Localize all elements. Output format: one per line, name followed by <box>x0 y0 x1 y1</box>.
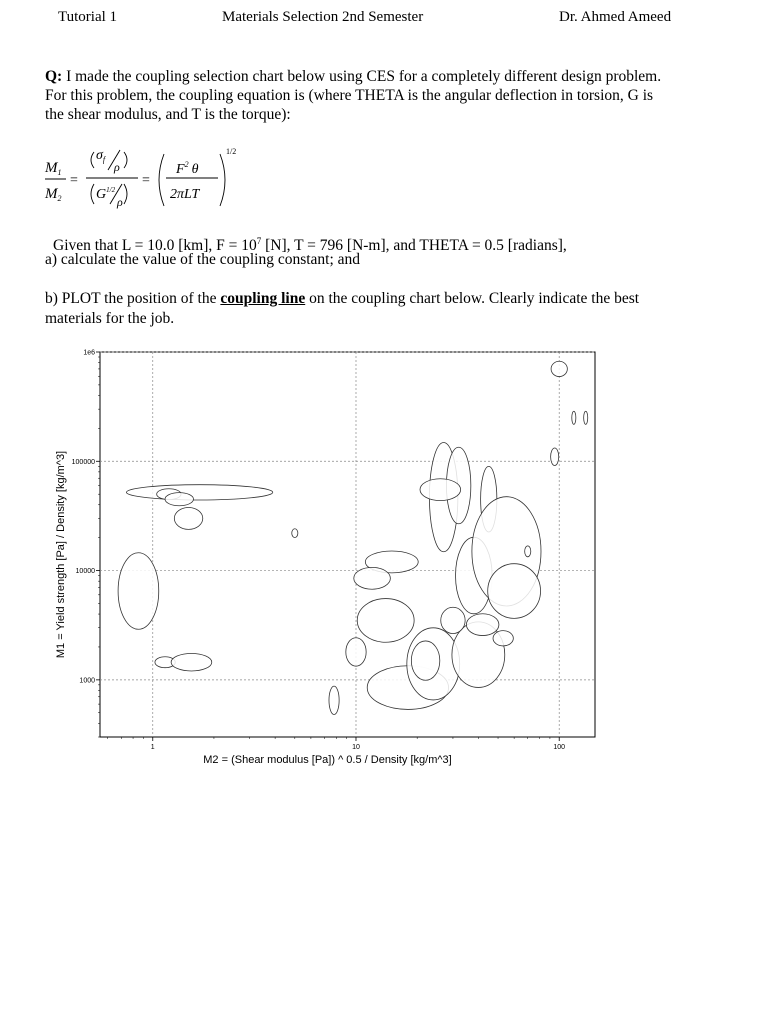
given-line: Given that L = 10.0 [km], $F = 10^7$ [N], T = 796 [N-m], and THETA = 0.5 [radians], <box>53 236 567 255</box>
material-bubble <box>118 553 159 629</box>
coupling-chart <box>40 340 610 770</box>
material-bubble <box>171 653 212 670</box>
material-bubble <box>441 607 465 633</box>
material-bubble <box>346 638 366 666</box>
eq-sigma: $\sigma_f$ <box>96 148 106 164</box>
eq-paren-right-big <box>220 154 225 206</box>
eq-rho-bottom: ρ <box>117 195 123 209</box>
y-tick-label: 100000 <box>71 458 95 466</box>
part-b-line-1: b) PLOT the position of the coupling line on the coupling chart below. Clearly indicate the best <box>45 290 640 307</box>
eq-paren-right-top <box>124 152 127 168</box>
material-bubble <box>572 411 576 424</box>
material-bubble <box>551 361 567 376</box>
eq-equals-1: = <box>70 173 78 188</box>
material-bubble <box>584 411 588 424</box>
material-bubble <box>493 631 513 646</box>
question-text-1: I made the coupling selection chart below using CES for a completely different design problem. <box>62 68 662 85</box>
part-a: a) calculate the value of the coupling constant; and <box>45 251 361 268</box>
question-line-3: the shear modulus, and T is the torque): <box>45 106 291 123</box>
material-bubble <box>525 546 531 557</box>
material-bubble <box>126 485 272 500</box>
eq-rho-top: ρ <box>114 160 120 174</box>
material-bubble <box>411 641 439 680</box>
question-label: Q: <box>45 68 63 85</box>
question-line-2: For this problem, the coupling equation is (where THETA is the angular deflection in torsion, G is <box>45 87 654 104</box>
eq-denominator: 2πLT <box>170 187 200 202</box>
eq-equals-2: = <box>142 173 150 188</box>
eq-m2: $M_2$ <box>45 186 62 203</box>
material-bubble <box>357 599 414 643</box>
eq-paren-right-bottom <box>124 184 127 204</box>
eq-f2-theta: $F^2$ θ <box>176 160 199 177</box>
eq-paren-left-top <box>91 152 94 168</box>
y-tick-label: 1000 <box>79 677 95 685</box>
y-axis-label: M1 = Yield strength [Pa] / Density [kg/m^3] <box>55 450 67 659</box>
material-bubble <box>488 564 541 619</box>
x-tick-label: 1 <box>150 744 155 751</box>
eq-paren-left-bottom <box>91 184 94 204</box>
eq-paren-left-big <box>159 154 164 206</box>
eq-outer-exponent: 1/2 <box>226 147 237 156</box>
material-bubble <box>420 479 461 501</box>
header-author: Dr. Ahmed Ameed <box>559 9 672 25</box>
material-bubble <box>551 448 559 465</box>
y-tick-label: 10000 <box>75 568 95 576</box>
coupling-equation <box>42 140 282 220</box>
material-bubble <box>174 508 202 530</box>
x-tick-label: 10 <box>352 744 360 751</box>
header-course: Materials Selection 2nd Semester <box>222 9 424 25</box>
question-line-1 <box>45 68 735 86</box>
material-bubble <box>466 614 499 636</box>
material-bubble <box>329 686 339 714</box>
material-bubble <box>354 567 391 589</box>
x-tick-label: 100 <box>553 744 566 751</box>
coupling-line-term: coupling line <box>220 290 306 307</box>
y-tick-label: 1e6 <box>83 349 95 357</box>
header-tutorial: Tutorial 1 <box>58 9 118 25</box>
eq-m1: $M_1$ <box>45 160 62 177</box>
eq-g: $G^{1/2}$ <box>96 186 116 202</box>
x-axis-label: M2 = (Shear modulus [Pa]) ^ 0.5 / Density [kg/m^3] <box>203 754 452 766</box>
material-bubble <box>165 493 193 506</box>
part-b-line-2: materials for the job. <box>45 310 175 327</box>
material-bubble <box>292 529 298 538</box>
